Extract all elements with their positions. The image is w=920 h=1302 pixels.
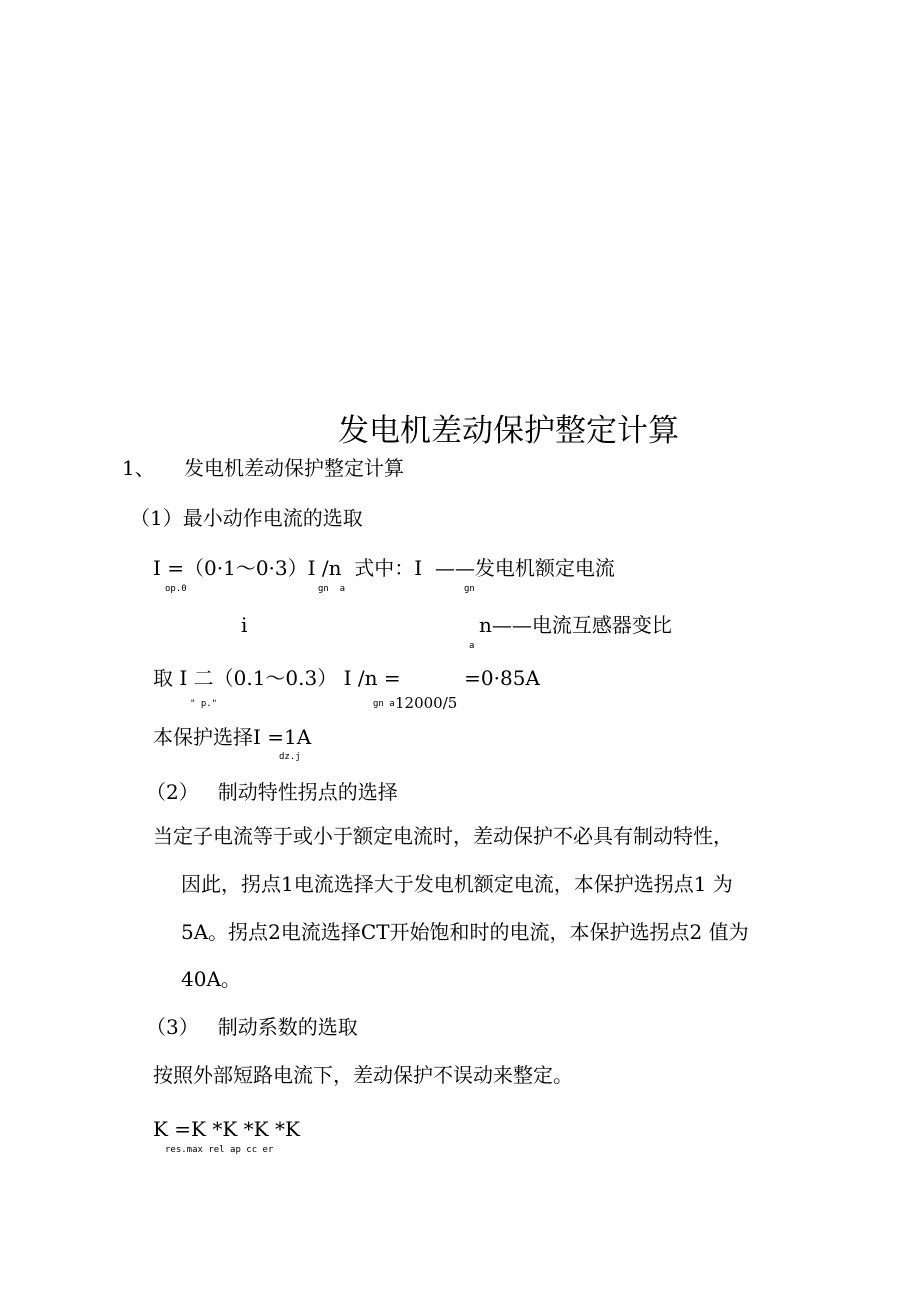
part2-heading: （2） 制动特性拐点的选择: [146, 780, 398, 804]
document-title: 发电机差动保护整定计算: [338, 413, 679, 449]
subscript-gn-a: gn a: [318, 584, 346, 594]
subscript-p: " p.": [190, 699, 218, 709]
subscript-gn-a-2: gn a: [373, 699, 395, 709]
part1-formula: I =（0·1～0·3）I /n 式中：I ——发电机额定电流: [153, 556, 615, 580]
subscript-dzj: dz.j: [279, 752, 301, 762]
part2-line-2: 因此，拐点1电流选择大于发电机额定电流，本保护选拐点1 为: [181, 872, 733, 896]
subscript-op0: op.0: [165, 584, 187, 594]
part3-heading: （3） 制动系数的选取: [146, 1015, 358, 1039]
ratio-value: 12000/5: [395, 694, 458, 712]
subscript-a: a: [469, 641, 475, 651]
section-number: 1、: [122, 456, 155, 480]
section-heading: 发电机差动保护整定计算: [184, 456, 404, 480]
part3-formula-subscripts: res.max rel ap cc er: [165, 1145, 274, 1155]
part2-line-3: 5A。拐点2电流选择CT开始饱和时的电流，本保护选拐点2 值为: [181, 920, 749, 944]
part2-line-4: 40A。: [181, 967, 241, 991]
ct-variable: i: [241, 613, 248, 637]
part1-heading: （1）最小动作电流的选取: [130, 506, 363, 530]
part2-line-1: 当定子电流等于或小于额定电流时，差动保护不必具有制动特性，: [153, 824, 733, 848]
part3-formula: K =K *K *K *K: [153, 1117, 300, 1141]
part3-intro: 按照外部短路电流下，差动保护不误动来整定。: [153, 1063, 573, 1087]
subscript-gn: gn: [464, 584, 475, 594]
ct-description: n——电流互感器变比: [479, 613, 672, 637]
select-line: 本保护选择I =1A: [153, 725, 312, 749]
take-line: 取 I 二（0.1～0.3） I /n = =0·85A: [153, 666, 540, 690]
